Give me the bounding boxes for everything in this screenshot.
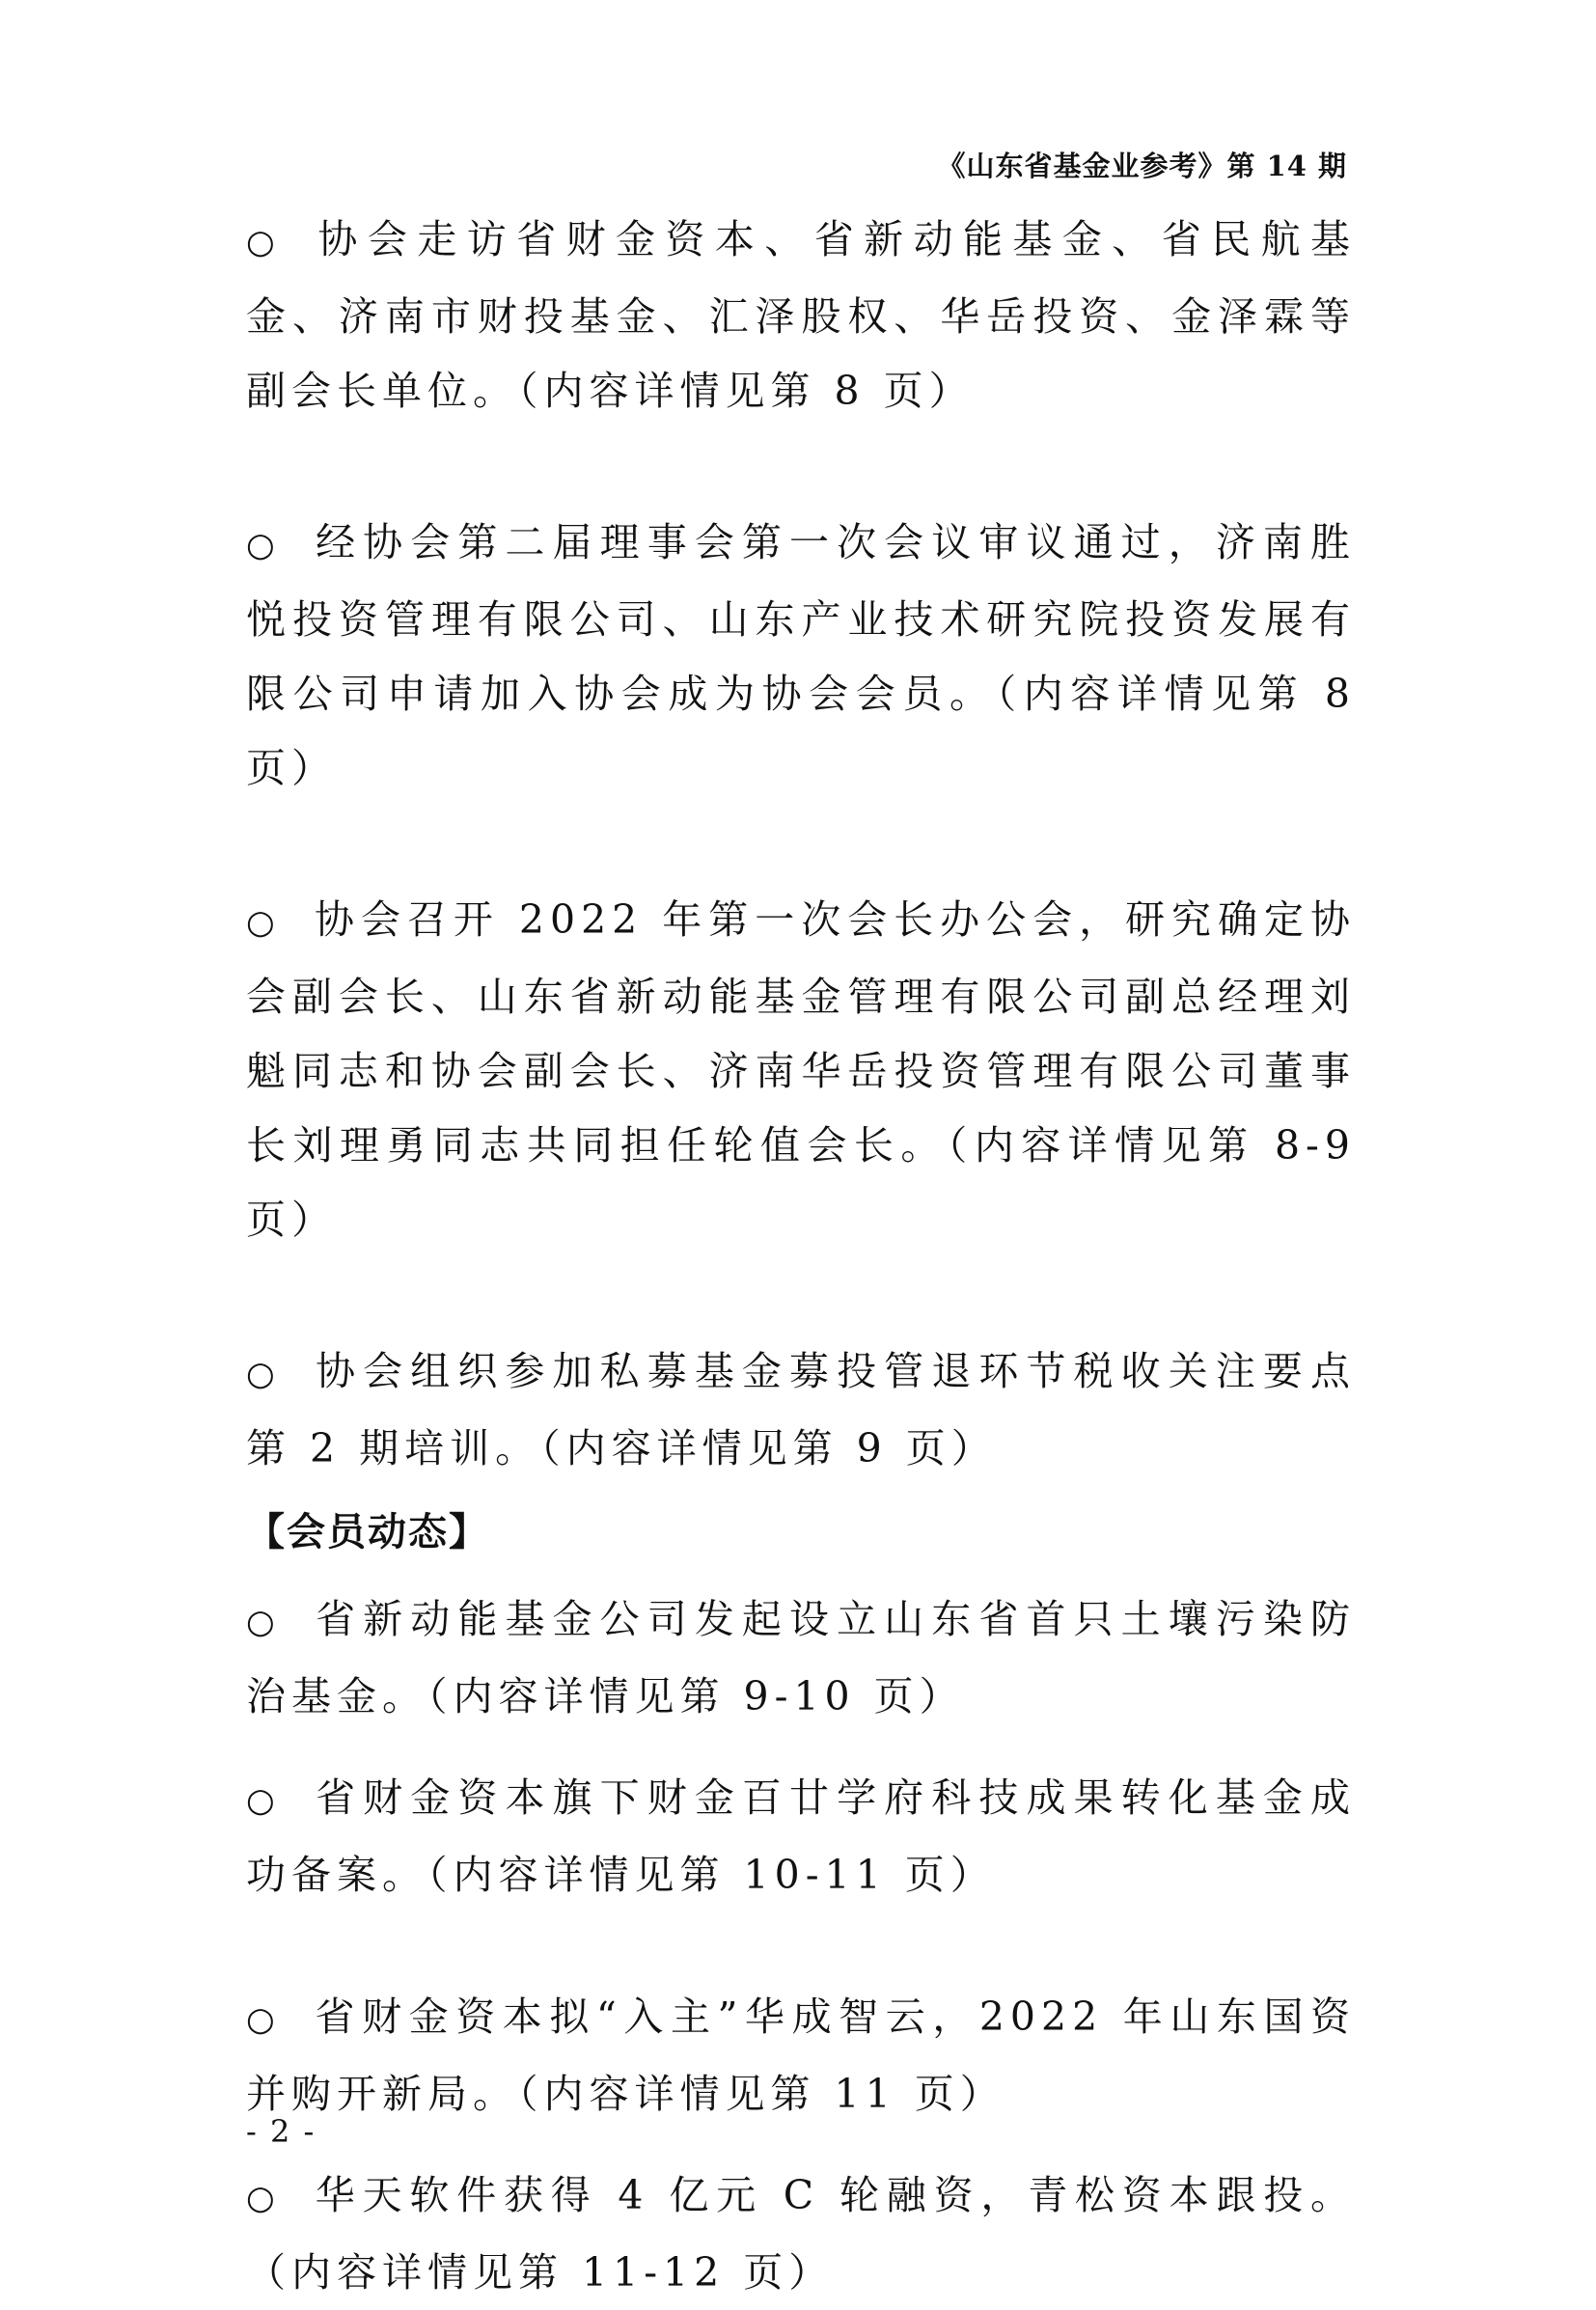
list-item (246, 1761, 1356, 1912)
document-header: 《山东省基金业参考》第 14 期 (937, 150, 1347, 182)
list-item (246, 1582, 1356, 1734)
circle-bullet-icon: ○ (246, 1355, 281, 1393)
document-body (246, 203, 1356, 2310)
list-item (246, 883, 1356, 1257)
circle-bullet-icon: ○ (246, 1781, 281, 1820)
list-item (246, 1334, 1356, 1486)
circle-bullet-icon: ○ (246, 2000, 281, 2039)
circle-bullet-icon: ○ (246, 2179, 281, 2217)
circle-bullet-icon: ○ (246, 223, 281, 261)
list-item-text: 经协会第二届理事会第一次会议审议通过，济南胜悦投资管理有限公司、山东产业技术研究院投资发展有限公司申请加入协会成为协会会员。（内容详情见第 8 页） (246, 519, 1356, 791)
list-item (246, 2159, 1356, 2310)
section-title: 【会员动态】 (246, 1510, 489, 1554)
circle-bullet-icon: ○ (246, 1603, 281, 1641)
list-item-text: 协会召开 2022 年第一次会长办公会，研究确定协会副会长、山东省新动能基金管理有限公司副总经理刘魁同志和协会副会长、济南华岳投资管理有限公司董事长刘理勇同志共同担任轮值会长。（内容详情见第 8-9 页） (246, 896, 1356, 1243)
list-item (246, 506, 1356, 806)
list-item (246, 1980, 1356, 2131)
circle-bullet-icon: ○ (246, 903, 281, 942)
list-item-text: 协会组织参加私募基金募投管退环节税收关注要点第 2 期培训。（内容详情见第 9 页） (246, 1348, 1356, 1471)
list-item-text: 协会走访省财金资本、省新动能基金、省民航基金、济南市财投基金、汇泽股权、华岳投资、金泽霖等副会长单位。（内容详情见第 8 页） (246, 216, 1356, 414)
list-item-text: 华天软件获得 4 亿元 C 轮融资，青松资本跟投。（内容详情见第 11-12 页） (246, 2172, 1356, 2296)
circle-bullet-icon: ○ (246, 526, 281, 564)
list-item-text: 省财金资本拟“入主”华成智云，2022 年山东国资并购开新局。（内容详情见第 11 页） (246, 1994, 1356, 2117)
list-item-text: 省财金资本旗下财金百廿学府科技成果转化基金成功备案。（内容详情见第 10-11 页） (246, 1774, 1356, 1898)
list-item-text: 省新动能基金公司发起设立山东省首只土壤污染防治基金。（内容详情见第 9-10 页） (246, 1596, 1356, 1719)
page-number: - 2 - (246, 2113, 316, 2150)
list-item (246, 203, 1356, 428)
